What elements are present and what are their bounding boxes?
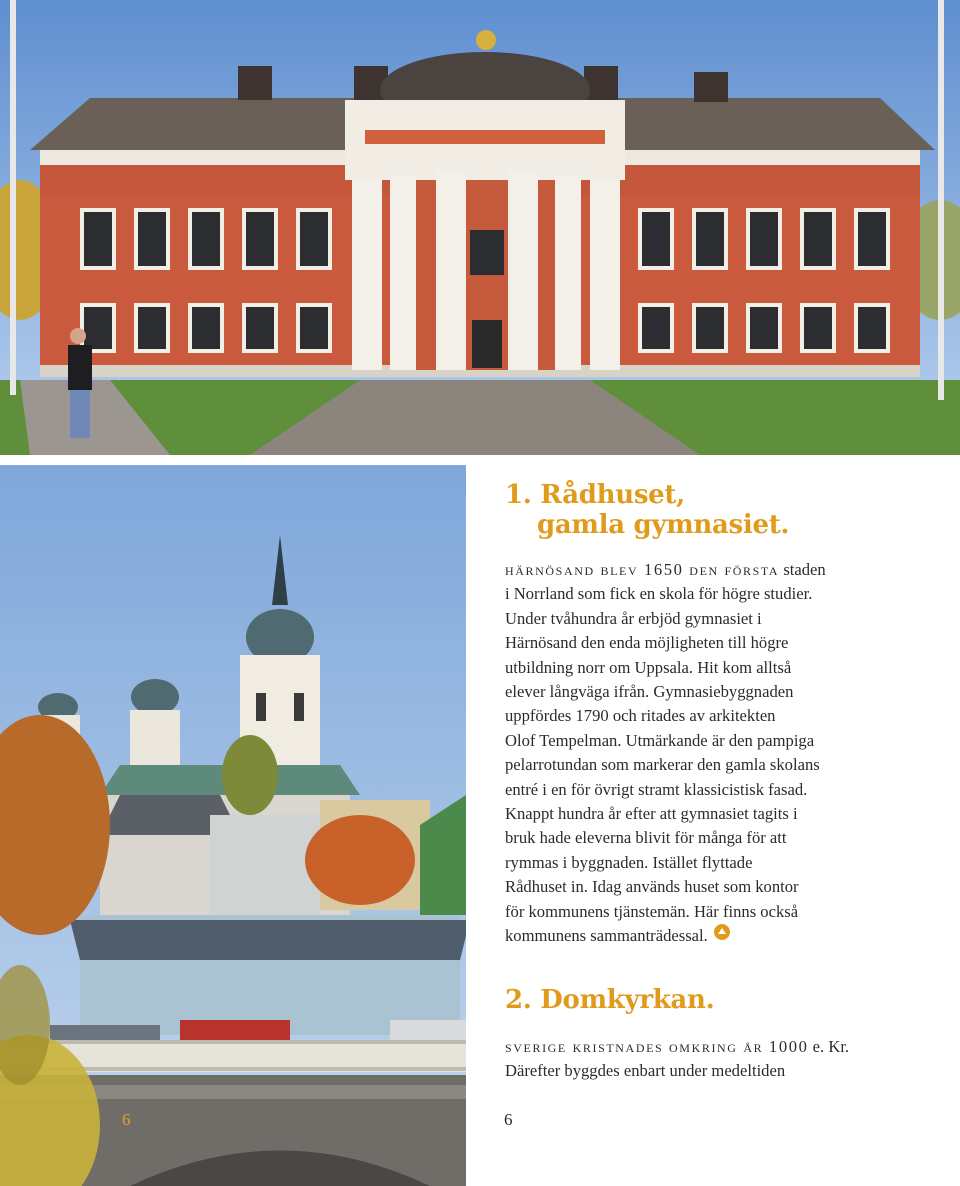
section1-title-line1: 1. Rådhuset, [505,480,685,510]
domkyrkan-photo [0,465,466,1186]
body-line: för kommunens tjänstemän. Här finns också [505,901,799,921]
body-line: Knappt hundra år efter att gymnasiet tagits i [505,804,798,824]
section1-heading [505,480,945,540]
section1-title-line2: gamla gymnasiet. [537,510,790,540]
photo-page-number: 6 [122,1110,131,1129]
body-line: staden [779,560,826,579]
article-column [505,480,945,1083]
page-number: 6 [504,1110,513,1129]
section2-heading: 2. Domkyrkan. [505,984,715,1015]
body-line: i Norrland som fick en skola för högre studier. [505,584,813,604]
body-line: Därefter byggdes enbart under medeltiden [505,1060,786,1080]
body-line: uppfördes 1790 och ritades av arkitekten [505,706,776,726]
body-line: elever långväga ifrån. Gymnasiebyggnaden [505,682,794,702]
body-line: bruk hade eleverna blivit för många för att [505,828,787,848]
body-line: Olof Tempelman. Utmärkande är den pampiga [505,730,815,750]
section1-body [505,558,945,949]
section2-lead-smallcaps: sverige kristnades omkring år 1000 [505,1036,809,1056]
body-line: Rådhuset in. Idag används huset som kontor [505,877,799,897]
body-line: rymmas i byggnaden. Istället flyttade [505,852,753,872]
section1-lead-smallcaps: härnösand blev 1650 den första [505,560,780,579]
body-line: Under tvåhundra år erbjöd gymnasiet i [505,608,762,628]
body-line: entré i en för övrigt stramt klassicistisk fasad. [505,779,808,799]
up-arrow-circle-icon [714,924,730,940]
body-line: utbildning norr om Uppsala. Hit kom alltså [505,657,792,677]
section2-lead-rest: e. Kr. [808,1036,850,1056]
body-line: pelarrotundan som markerar den gamla skolans [505,755,820,775]
radhuset-photo [0,0,960,455]
body-line: Härnösand den enda möjligheten till högre [505,633,789,653]
body-line: kommunens sammanträdessal. [505,926,708,946]
section2-body [505,1035,945,1084]
